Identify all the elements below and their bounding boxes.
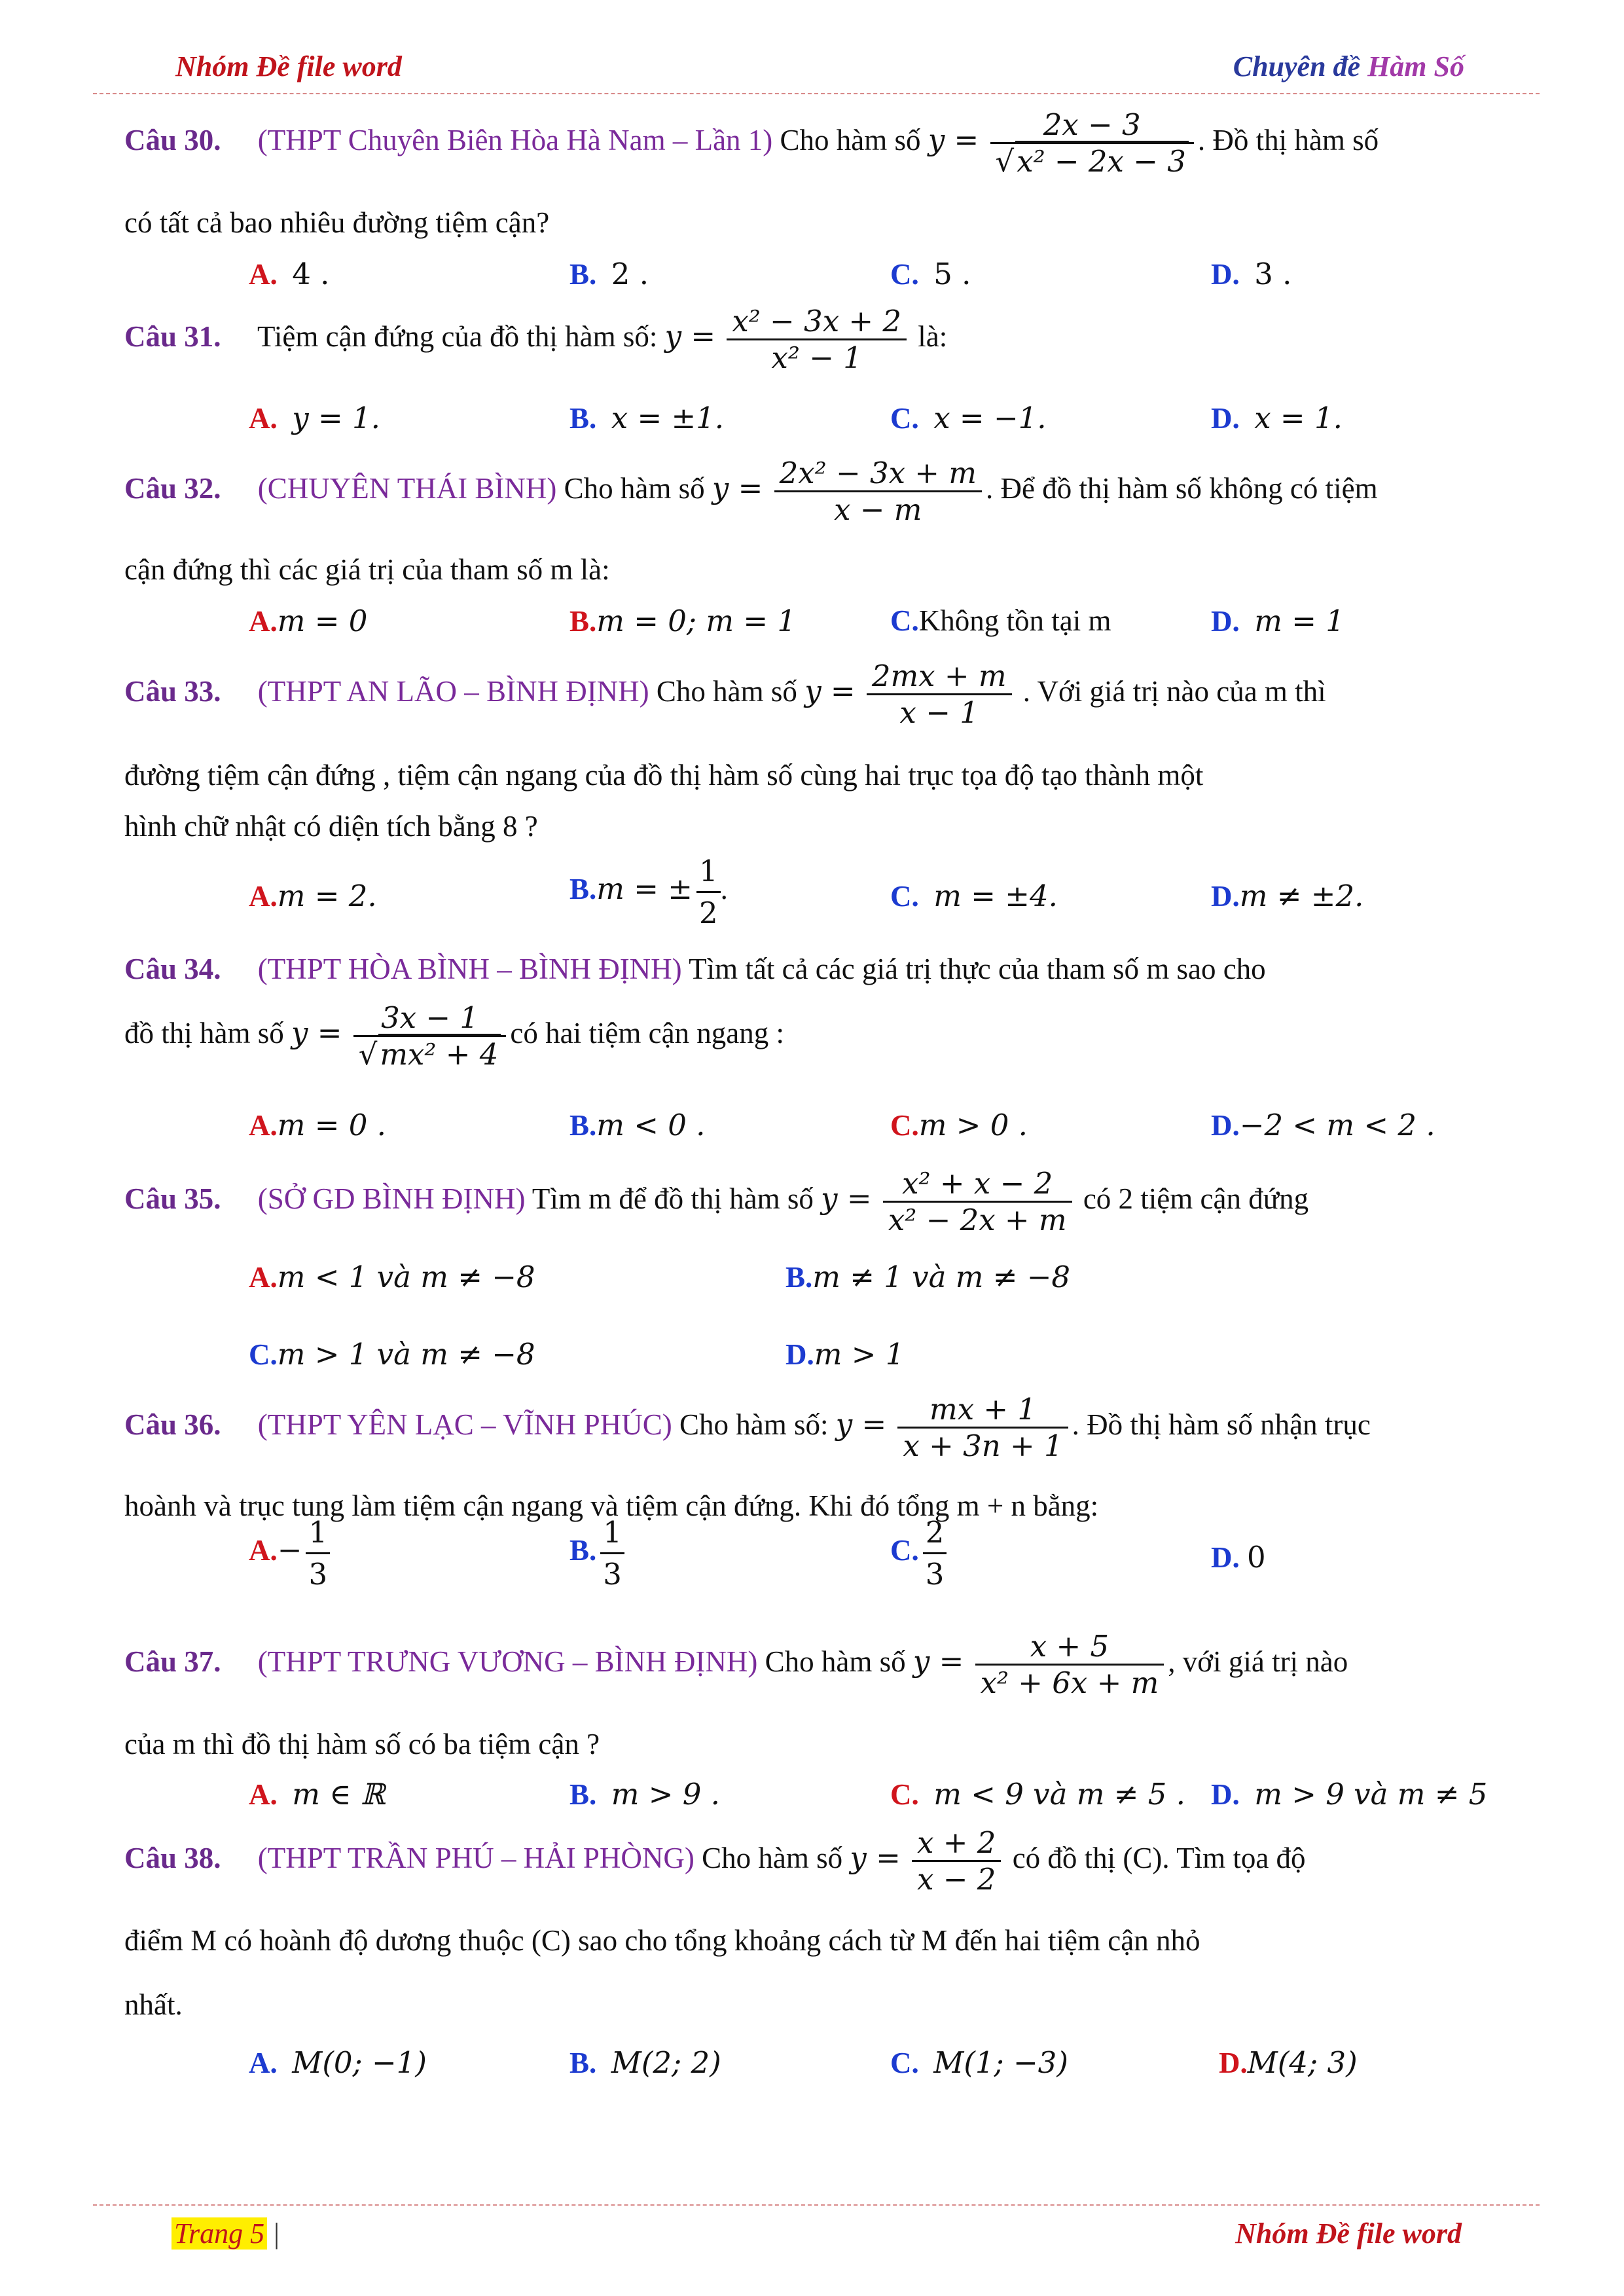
question-number: Câu 33.: [124, 674, 221, 708]
option-label: C.: [890, 402, 919, 435]
option-label: C.: [890, 880, 919, 913]
option-label: D.: [1211, 258, 1240, 291]
question-37-line-2: của m thì đồ thị hàm số có ba tiệm cận ?: [124, 1728, 600, 1760]
question-text: Cho hàm số: [556, 471, 712, 505]
option-value: m > 1 và m ≠ −8: [277, 1337, 535, 1372]
option-label: A.: [249, 1533, 278, 1567]
fraction-numerator: 2mx + m: [867, 661, 1012, 695]
question-number: Câu 35.: [124, 1182, 221, 1215]
option-a[interactable]: [249, 257, 330, 291]
option-fraction: [696, 854, 721, 930]
header-divider: [93, 93, 1540, 94]
question-33-line-3: hình chữ nhật có diện tích bằng 8 ?: [124, 810, 538, 843]
fraction-denominator: x + 3n + 1: [903, 1429, 1063, 1463]
fraction-numerator: 1: [600, 1515, 624, 1554]
function-label: y =: [664, 318, 716, 354]
fraction-numerator: mx + 1: [897, 1394, 1068, 1429]
option-value: Không tồn tại m: [918, 604, 1111, 637]
option-value: m = 1: [1254, 604, 1344, 638]
fraction-denominator: x² + 6x + m: [980, 1666, 1159, 1700]
fraction-denominator: √x² − 2x − 3: [990, 144, 1194, 176]
function-label: y =: [912, 1643, 964, 1679]
question-38-line-3: nhất.: [124, 1988, 183, 2021]
question-number: Câu 30.: [124, 123, 221, 156]
option-label: C.: [890, 1778, 919, 1811]
option-label: B.: [569, 402, 597, 435]
option-value: y = 1.: [292, 401, 380, 435]
function-fraction: [353, 1000, 507, 1072]
option-value: 5 .: [933, 257, 971, 291]
option-label: C.: [890, 1109, 919, 1142]
option-label: D.: [1211, 402, 1240, 435]
option-b[interactable]: [569, 604, 796, 638]
function-label: y =: [821, 1180, 872, 1216]
option-label: B.: [569, 1778, 597, 1811]
option-value: m > 9 và m ≠ 5: [1254, 1777, 1488, 1812]
option-label: B.: [785, 1261, 813, 1294]
option-b[interactable]: [569, 1777, 720, 1812]
option-value: −2 < m < 2 .: [1239, 1108, 1435, 1142]
question-34-line-2: [124, 1000, 785, 1072]
option-d[interactable]: [1211, 1540, 1266, 1575]
question-number: Câu 32.: [124, 471, 221, 505]
option-label: B.: [569, 2047, 597, 2079]
option-label: C.: [890, 604, 919, 637]
header-left-title: Nhóm Đề file word: [175, 50, 402, 82]
question-text: Tìm tất cả các giá trị thực của tham số m sao cho: [681, 953, 1266, 985]
question-text: đồ thị hàm số: [124, 1016, 291, 1049]
option-label: B.: [569, 605, 597, 638]
option-d[interactable]: [785, 1337, 904, 1372]
option-b[interactable]: [569, 257, 649, 291]
option-d[interactable]: [1211, 1108, 1435, 1142]
sqrt-radicand: x² − 2x − 3: [1015, 141, 1189, 179]
question-text: Tìm m để đồ thị hàm số: [525, 1182, 821, 1215]
question-32-line-2: cận đứng thì các giá trị của tham số m là:: [124, 553, 610, 586]
option-c[interactable]: [249, 1337, 535, 1372]
question-text: Cho hàm số: [649, 674, 805, 708]
footer-page-indicator: [171, 2217, 280, 2250]
option-value: m > 1: [814, 1337, 905, 1372]
question-33-line-2: đường tiệm cận đứng , tiệm cận ngang của đồ thị hàm số cùng hai trục tọa độ tạo thành một: [124, 759, 1204, 792]
option-value: 0: [1247, 1540, 1266, 1575]
question-source: (THPT Chuyên Biên Hòa Hà Nam – Lần 1): [257, 123, 773, 156]
option-b[interactable]: [569, 401, 724, 435]
option-tail: .: [720, 872, 728, 905]
option-a[interactable]: [249, 1515, 330, 1592]
fraction-numerator: 3x − 1: [353, 1003, 507, 1037]
question-source: (THPT AN LÃO – BÌNH ĐỊNH): [257, 674, 649, 708]
option-d[interactable]: [1211, 401, 1343, 435]
option-c[interactable]: [890, 879, 1058, 913]
option-value: x = 1.: [1254, 401, 1343, 435]
question-source: (THPT TRẦN PHÚ – HẢI PHÒNG): [257, 1841, 695, 1874]
option-label: A.: [249, 402, 278, 435]
option-value: x = −1.: [933, 401, 1047, 435]
question-text: Cho hàm số: [772, 123, 928, 156]
fraction-denominator: 3: [603, 1557, 622, 1592]
option-a[interactable]: [249, 879, 377, 913]
option-c[interactable]: [890, 1108, 1028, 1142]
function-fraction: [975, 1631, 1164, 1698]
option-value: m = ±: [596, 871, 693, 906]
option-d[interactable]: [1211, 604, 1344, 638]
option-value: 3 .: [1254, 257, 1292, 291]
option-value: 4 .: [292, 257, 330, 291]
fraction-denominator: x − m: [834, 492, 922, 527]
option-a[interactable]: [249, 1108, 386, 1142]
option-b[interactable]: [569, 1515, 624, 1592]
option-label: D.: [1211, 605, 1240, 638]
option-d[interactable]: [1211, 879, 1363, 913]
question-38-line-1: [124, 1825, 1306, 1897]
option-label: A.: [249, 1778, 278, 1811]
header-right-title: [1233, 50, 1464, 83]
option-c[interactable]: [890, 604, 1111, 638]
fraction-denominator: x − 1: [899, 695, 979, 730]
question-text-tail: có đồ thị (C). Tìm tọa độ: [1005, 1841, 1306, 1874]
option-label: A.: [249, 2047, 278, 2079]
option-a[interactable]: [249, 604, 367, 638]
option-value: m = 0 .: [277, 1108, 386, 1142]
option-value: m = 2.: [277, 879, 377, 913]
option-value: m > 0 .: [918, 1108, 1028, 1142]
fraction-numerator: 2: [923, 1515, 947, 1554]
option-label: C.: [890, 2047, 919, 2079]
option-label: D.: [1211, 1778, 1240, 1811]
question-text-tail: , với giá trị nào: [1168, 1645, 1348, 1678]
question-30-line-1: [124, 107, 1379, 179]
fraction-numerator: x + 2: [912, 1828, 1001, 1862]
option-label: D.: [785, 1338, 814, 1371]
question-34-line-1: [124, 955, 1266, 984]
function-label: y =: [712, 470, 763, 505]
function-label: y =: [928, 122, 979, 157]
footer-separator: |: [274, 2217, 280, 2250]
option-a[interactable]: [249, 2045, 427, 2080]
option-c[interactable]: [890, 1515, 947, 1592]
option-fraction: [306, 1515, 330, 1592]
fraction-denominator: x − 2: [917, 1862, 996, 1897]
question-source: (THPT YÊN LẠC – VĨNH PHÚC): [257, 1408, 672, 1441]
option-c[interactable]: [890, 2045, 1068, 2080]
fraction-denominator: 3: [925, 1557, 945, 1592]
question-source: (THPT HÒA BÌNH – BÌNH ĐỊNH): [257, 953, 682, 985]
question-text: Tiệm cận đứng của đồ thị hàm số:: [257, 319, 665, 353]
question-text: Cho hàm số:: [672, 1408, 836, 1441]
option-value: m < 1 và m ≠ −8: [277, 1260, 535, 1294]
question-source: (SỞ GD BÌNH ĐỊNH): [257, 1182, 526, 1215]
function-label: y =: [835, 1406, 887, 1442]
option-value: m < 9 và m ≠ 5 .: [933, 1777, 1185, 1812]
option-label: A.: [249, 880, 278, 913]
question-37-line-1: [124, 1631, 1348, 1698]
fraction-numerator: 1: [696, 854, 721, 893]
option-c[interactable]: [890, 401, 1047, 435]
option-label: D.: [1211, 880, 1240, 913]
option-label: B.: [569, 258, 597, 291]
question-text: Cho hàm số: [694, 1841, 850, 1874]
function-fraction: [883, 1166, 1072, 1237]
option-value: m ≠ ±2.: [1239, 879, 1364, 913]
function-label: y =: [291, 1015, 342, 1050]
option-label: D.: [1219, 2047, 1248, 2079]
question-number: Câu 36.: [124, 1408, 221, 1441]
footer-divider: [93, 2204, 1540, 2206]
page-number: Trang 5: [171, 2217, 267, 2250]
option-b[interactable]: [785, 1260, 1070, 1294]
question-text: Cho hàm số: [757, 1645, 913, 1678]
question-text-tail: . Đồ thị hàm số nhận trục: [1072, 1408, 1371, 1441]
fraction-denominator: x² − 2x + m: [888, 1203, 1067, 1237]
function-fraction: [867, 659, 1012, 730]
option-value: −: [277, 1532, 302, 1567]
function-fraction: [774, 456, 982, 527]
question-30-line-2: có tất cả bao nhiêu đường tiệm cận?: [124, 206, 550, 239]
fraction-numerator: 2x² − 3x + m: [774, 458, 982, 492]
question-text-tail: là:: [911, 319, 948, 353]
option-d[interactable]: [1219, 2045, 1358, 2080]
option-value: m = ±4.: [933, 879, 1058, 913]
question-32-line-1: [124, 456, 1378, 527]
fraction-denominator: 3: [308, 1557, 328, 1592]
option-value: M(4; 3): [1247, 2045, 1358, 2080]
option-value: x = ±1.: [611, 401, 725, 435]
question-text-tail: . Để đồ thị hàm số không có tiệm: [985, 471, 1378, 505]
question-38-line-2: điểm M có hoành độ dương thuộc (C) sao cho tổng khoảng cách từ M đến hai tiệm cận nhỏ: [124, 1924, 1200, 1957]
fraction-denominator: 2: [698, 896, 718, 930]
footer-right-title: Nhóm Đề file word: [1235, 2217, 1462, 2250]
question-number: Câu 38.: [124, 1841, 221, 1874]
option-fraction: [923, 1515, 947, 1592]
question-number: Câu 34.: [124, 953, 221, 985]
option-label: C.: [249, 1338, 278, 1371]
option-value: 2 .: [611, 257, 649, 291]
question-text-tail: có 2 tiệm cận đứng: [1075, 1182, 1309, 1215]
option-value: m < 0 .: [596, 1108, 706, 1142]
option-d[interactable]: [1211, 257, 1292, 291]
function-fraction: [990, 107, 1194, 179]
fraction-numerator: x² − 3x + 2: [727, 306, 907, 340]
question-source: (THPT TRƯNG VƯƠNG – BÌNH ĐỊNH): [257, 1645, 758, 1678]
question-text-tail: . Với giá trị nào của m thì: [1015, 674, 1326, 708]
option-value: m ∈ ℝ: [292, 1777, 386, 1812]
option-label: D.: [1211, 1541, 1240, 1574]
option-value: M(1; −3): [933, 2045, 1068, 2080]
option-c[interactable]: [890, 1777, 1185, 1812]
question-36-line-2: hoành và trục tung làm tiệm cận ngang và tiệm cận đứng. Khi đó tổng m + n bằng:: [124, 1489, 1099, 1522]
fraction-numerator: 1: [306, 1515, 330, 1554]
fraction-denominator: √mx² + 4: [353, 1037, 507, 1069]
header-right-prefix: Chuyên đề: [1233, 50, 1368, 82]
option-label: A.: [249, 1109, 278, 1142]
option-value: m ≠ 1 và m ≠ −8: [812, 1260, 1071, 1294]
function-label: y =: [804, 673, 856, 708]
question-number: Câu 37.: [124, 1645, 221, 1678]
function-fraction: [912, 1825, 1001, 1897]
option-label: D.: [1211, 1109, 1240, 1142]
question-36-line-1: [124, 1394, 1371, 1461]
option-value: M(0; −1): [292, 2045, 427, 2080]
option-value: M(2; 2): [611, 2045, 721, 2080]
sqrt-radicand: mx² + 4: [378, 1034, 501, 1072]
option-a[interactable]: [249, 1260, 535, 1294]
question-source: (CHUYÊN THÁI BÌNH): [257, 471, 557, 505]
option-label: C.: [890, 258, 919, 291]
question-text-tail: có hai tiệm cận ngang :: [510, 1016, 785, 1049]
function-fraction: [727, 306, 907, 373]
function-fraction: [897, 1394, 1068, 1461]
option-b[interactable]: [569, 2045, 721, 2080]
option-label: C.: [890, 1533, 919, 1567]
function-label: y =: [850, 1840, 901, 1875]
question-text-tail: . Đồ thị hàm số: [1197, 123, 1379, 156]
option-b[interactable]: [569, 1108, 706, 1142]
option-value: m = 0: [277, 604, 368, 638]
option-label: B.: [569, 872, 597, 905]
option-label: A.: [249, 1261, 278, 1294]
option-c[interactable]: [890, 257, 971, 291]
option-d[interactable]: [1211, 1777, 1487, 1812]
fraction-denominator: x² − 1: [771, 340, 862, 375]
fraction-numerator: 2x − 3: [990, 110, 1194, 144]
question-33-line-1: [124, 659, 1326, 730]
option-value: m > 9 .: [611, 1777, 720, 1812]
header-right-highlight: Hàm Số: [1367, 50, 1464, 82]
option-label: B.: [569, 1109, 597, 1142]
option-label: A.: [249, 605, 278, 638]
fraction-numerator: x + 5: [975, 1631, 1164, 1666]
question-35-line-1: [124, 1166, 1309, 1237]
question-31-line-1: [124, 306, 947, 373]
option-a[interactable]: [249, 1777, 385, 1812]
option-value: m = 0; m = 1: [596, 604, 796, 638]
option-label: B.: [569, 1533, 597, 1567]
option-label: A.: [249, 258, 278, 291]
question-number: Câu 31.: [124, 319, 221, 353]
option-b[interactable]: [569, 854, 728, 930]
option-a[interactable]: [249, 401, 380, 435]
option-fraction: [600, 1515, 624, 1592]
fraction-numerator: x² + x − 2: [883, 1169, 1072, 1203]
